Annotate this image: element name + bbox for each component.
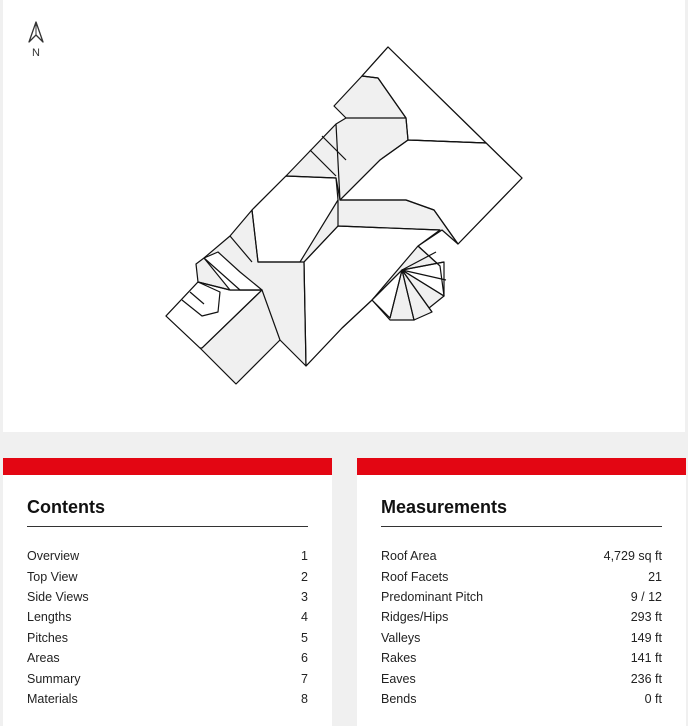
contents-row-top-view[interactable] bbox=[27, 566, 308, 586]
measurement-value: 236 ft bbox=[630, 671, 662, 686]
contents-list bbox=[27, 546, 308, 709]
contents-label: Areas bbox=[27, 651, 60, 666]
measurements-accent-bar bbox=[357, 458, 686, 475]
measurements-divider bbox=[381, 526, 662, 527]
contents-divider bbox=[27, 526, 308, 527]
contents-row-materials[interactable] bbox=[27, 689, 308, 709]
measurement-label: Rakes bbox=[381, 651, 417, 666]
contents-row-areas[interactable] bbox=[27, 648, 308, 668]
measurement-label: Eaves bbox=[381, 671, 416, 686]
roof-diagram-panel bbox=[3, 0, 685, 432]
measurement-value: 21 bbox=[648, 569, 662, 584]
contents-page: 3 bbox=[301, 589, 308, 604]
measurements-title: Measurements bbox=[381, 497, 508, 517]
contents-row-pitches[interactable] bbox=[27, 628, 308, 648]
measurement-value: 149 ft bbox=[630, 630, 662, 645]
measurement-label: Predominant Pitch bbox=[381, 589, 484, 604]
contents-label: Pitches bbox=[27, 630, 68, 645]
contents-label: Top View bbox=[27, 569, 78, 584]
contents-page: 1 bbox=[301, 549, 308, 564]
measurement-value: 0 ft bbox=[644, 691, 662, 706]
contents-page: 7 bbox=[301, 671, 308, 686]
measurement-row-roof-facets bbox=[381, 566, 662, 586]
contents-page: 2 bbox=[301, 569, 308, 584]
contents-accent-bar bbox=[3, 458, 332, 475]
contents-card bbox=[3, 458, 332, 726]
measurement-row-eaves bbox=[381, 668, 662, 688]
measurement-row-predominant-pitch bbox=[381, 587, 662, 607]
contents-label: Overview bbox=[27, 549, 80, 564]
measurement-row-valleys bbox=[381, 628, 662, 648]
contents-page: 6 bbox=[301, 651, 308, 666]
measurement-row-ridges-hips bbox=[381, 607, 662, 627]
measurement-value: 4,729 sq ft bbox=[603, 549, 662, 564]
measurement-label: Ridges/Hips bbox=[381, 610, 449, 625]
contents-row-side-views[interactable] bbox=[27, 587, 308, 607]
contents-row-summary[interactable] bbox=[27, 668, 308, 688]
contents-label: Materials bbox=[27, 691, 78, 706]
measurements-card bbox=[357, 458, 686, 726]
contents-page: 5 bbox=[301, 630, 308, 645]
contents-page: 8 bbox=[301, 691, 308, 706]
contents-title: Contents bbox=[27, 497, 105, 517]
measurement-label: Roof Area bbox=[381, 549, 437, 564]
contents-label: Side Views bbox=[27, 589, 89, 604]
contents-label: Summary bbox=[27, 671, 81, 686]
measurement-label: Bends bbox=[381, 691, 417, 706]
measurement-value: 293 ft bbox=[630, 610, 662, 625]
measurement-label: Roof Facets bbox=[381, 569, 449, 584]
north-label: N bbox=[32, 47, 40, 59]
roof-diagram bbox=[3, 0, 685, 432]
contents-row-lengths[interactable] bbox=[27, 607, 308, 627]
measurement-row-rakes bbox=[381, 648, 662, 668]
contents-label: Lengths bbox=[27, 610, 72, 625]
measurement-value: 141 ft bbox=[630, 651, 662, 666]
measurement-value: 9 / 12 bbox=[630, 589, 662, 604]
measurements-list bbox=[381, 546, 662, 709]
measurement-row-bends bbox=[381, 689, 662, 709]
contents-page: 4 bbox=[301, 610, 308, 625]
contents-row-overview[interactable] bbox=[27, 546, 308, 566]
measurement-row-roof-area bbox=[381, 546, 662, 566]
measurement-label: Valleys bbox=[381, 630, 421, 645]
